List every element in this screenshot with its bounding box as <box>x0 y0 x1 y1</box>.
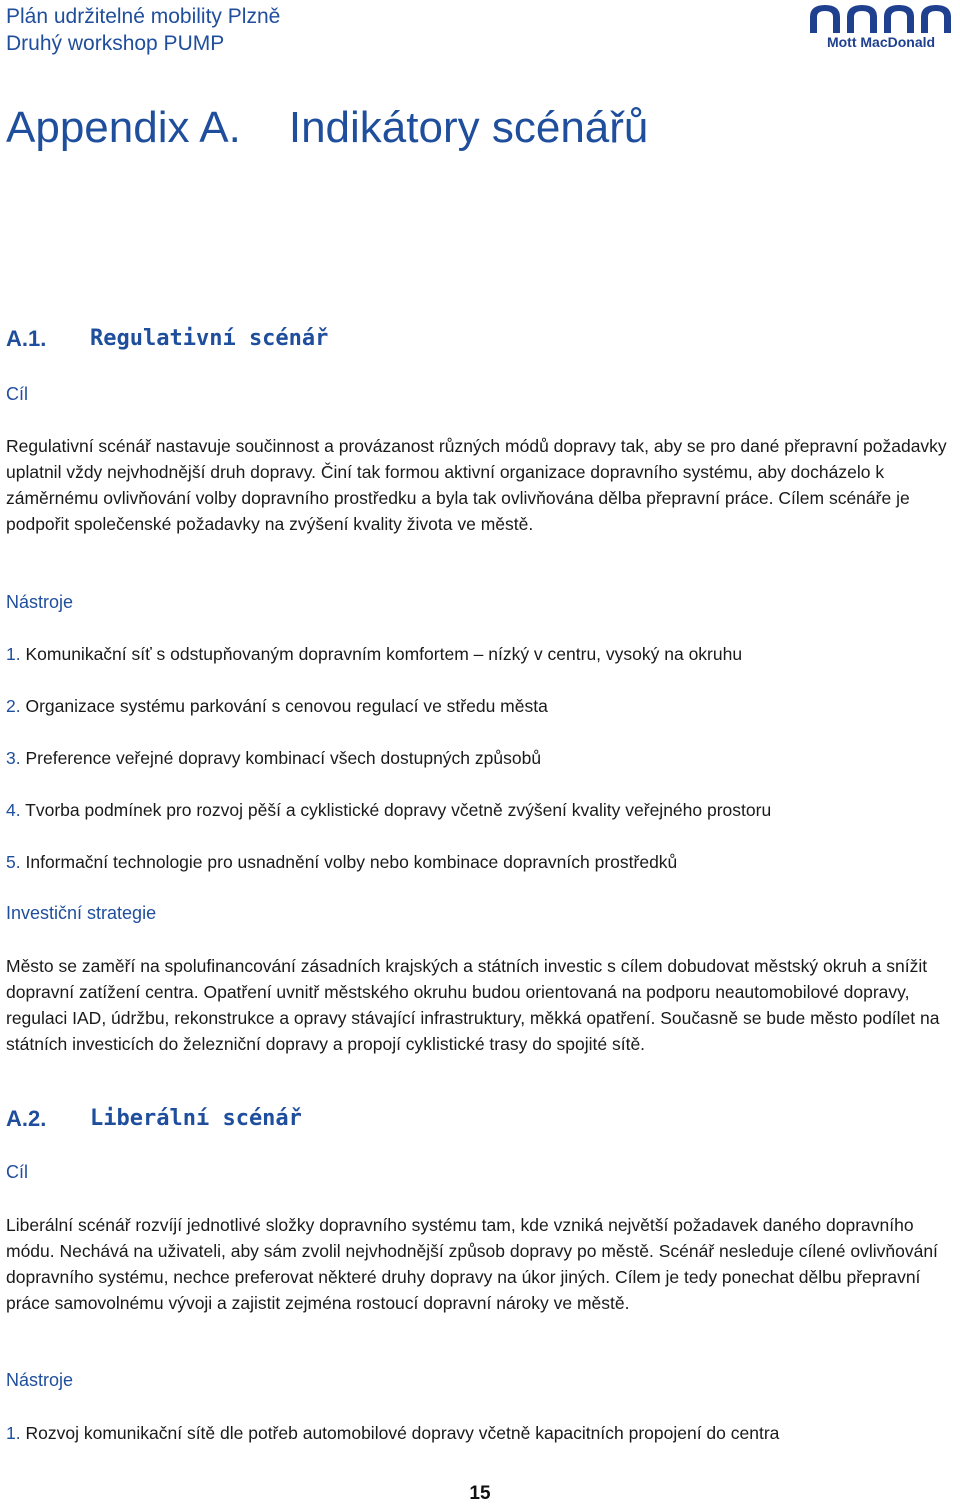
tool-number: 2. <box>6 696 21 716</box>
tool-text: Rozvoj komunikační sítě dle potřeb automobilové dopravy včetně kapacitních propojení do centra <box>25 1423 780 1443</box>
tool-number: 3. <box>6 748 21 768</box>
section-1-title: Regulativní scénář <box>90 326 329 351</box>
section-1-tools-label: Nástroje <box>6 592 74 612</box>
tool-number: 5. <box>6 852 21 872</box>
section-1-goal-label: Cíl <box>6 384 28 404</box>
tool-item <box>6 1420 779 1446</box>
tool-text: Komunikační síť s odstupňovaným dopravním komfortem – nízký v centru, vysoký na okruhu <box>25 644 743 664</box>
tool-text: Organizace systému parkování s cenovou regulací ve středu města <box>25 696 548 716</box>
section-2-goal-label: Cíl <box>6 1162 28 1182</box>
tool-text: Informační technologie pro usnadnění volby nebo kombinace dopravních prostředků <box>25 852 678 872</box>
logo-text: Mott MacDonald <box>826 34 936 50</box>
section-1-goal-text: Regulativní scénář nastavuje součinnost a provázanost různých módů dopravy tak, aby se pro dané přepravní požadavky uplatnil vždy nejvhodnější druh dopravy. Činí tak formou aktivní organizace dopravního systému, aby docházelo k záměrnému ovlivňování volby dopravního prostředku a byla tak ovlivňována dělba přepravní práce. Cílem scénáře je podpořit společenské požadavky na zvýšení kvality života ve městě. <box>6 436 947 534</box>
appendix-title: Indikátory scénářů <box>288 103 649 152</box>
section-2-title: Liberální scénář <box>90 1106 302 1131</box>
logo-mark-icon <box>806 3 956 33</box>
section-1-invest-text: Město se zaměří na spolufinancování zásadních krajských a státních investic s cílem dobudovat městský okruh a snížit dopravní zatížení centra. Opatření uvnitř městského okruhu budou orientovaná na podporu neautomobilové dopravy, regulaci IAD, údržbu, rekonstrukce a opravy stávající infrastruktury, měkká opatření. Současně se bude město podílet na státních investicích do železniční dopravy a propojí cyklistické trasy do spojité sítě. <box>6 956 940 1054</box>
appendix-heading <box>6 100 648 156</box>
tool-text: Preference veřejné dopravy kombinací všech dostupných způsobů <box>25 748 542 768</box>
tool-item <box>6 693 548 719</box>
tool-number: 4. <box>6 800 21 820</box>
tool-number: 1. <box>6 1423 21 1443</box>
tool-number: 1. <box>6 644 21 664</box>
section-1-invest-label: Investiční strategie <box>6 903 157 923</box>
tool-item <box>6 849 677 875</box>
tool-item <box>6 745 541 771</box>
section-1-number: A.1. <box>6 326 47 351</box>
mott-macdonald-logo <box>806 3 956 51</box>
page-number: 15 <box>469 1483 491 1504</box>
section-2-tools-label: Nástroje <box>6 1370 74 1390</box>
section-2-goal-text: Liberální scénář rozvíjí jednotlivé složky dopravního systému tam, kde vzniká největší požadavek daného dopravního módu. Nechává na uživateli, aby sám zvolil nejvhodnější způsob dopravy po městě. Scénář nesleduje cílené ovlivňování dopravního systému, nechce preferovat některé druhy dopravy na úkor jiných. Cílem je tedy ponechat dělbu přepravní práce samovolnému vývoji a zajistit zejména rostoucí dopravní nároky ve městě. <box>6 1215 938 1313</box>
tool-item <box>6 641 742 667</box>
header-title: Plán udržitelné mobility Plzně <box>6 5 281 28</box>
section-2-number: A.2. <box>6 1106 47 1131</box>
tool-item <box>6 797 771 823</box>
appendix-label: Appendix A. <box>6 103 241 152</box>
tool-text: Tvorba podmínek pro rozvoj pěší a cyklistické dopravy včetně zvýšení kvality veřejného prostoru <box>25 800 772 820</box>
header-subtitle: Druhý workshop PUMP <box>6 32 225 55</box>
